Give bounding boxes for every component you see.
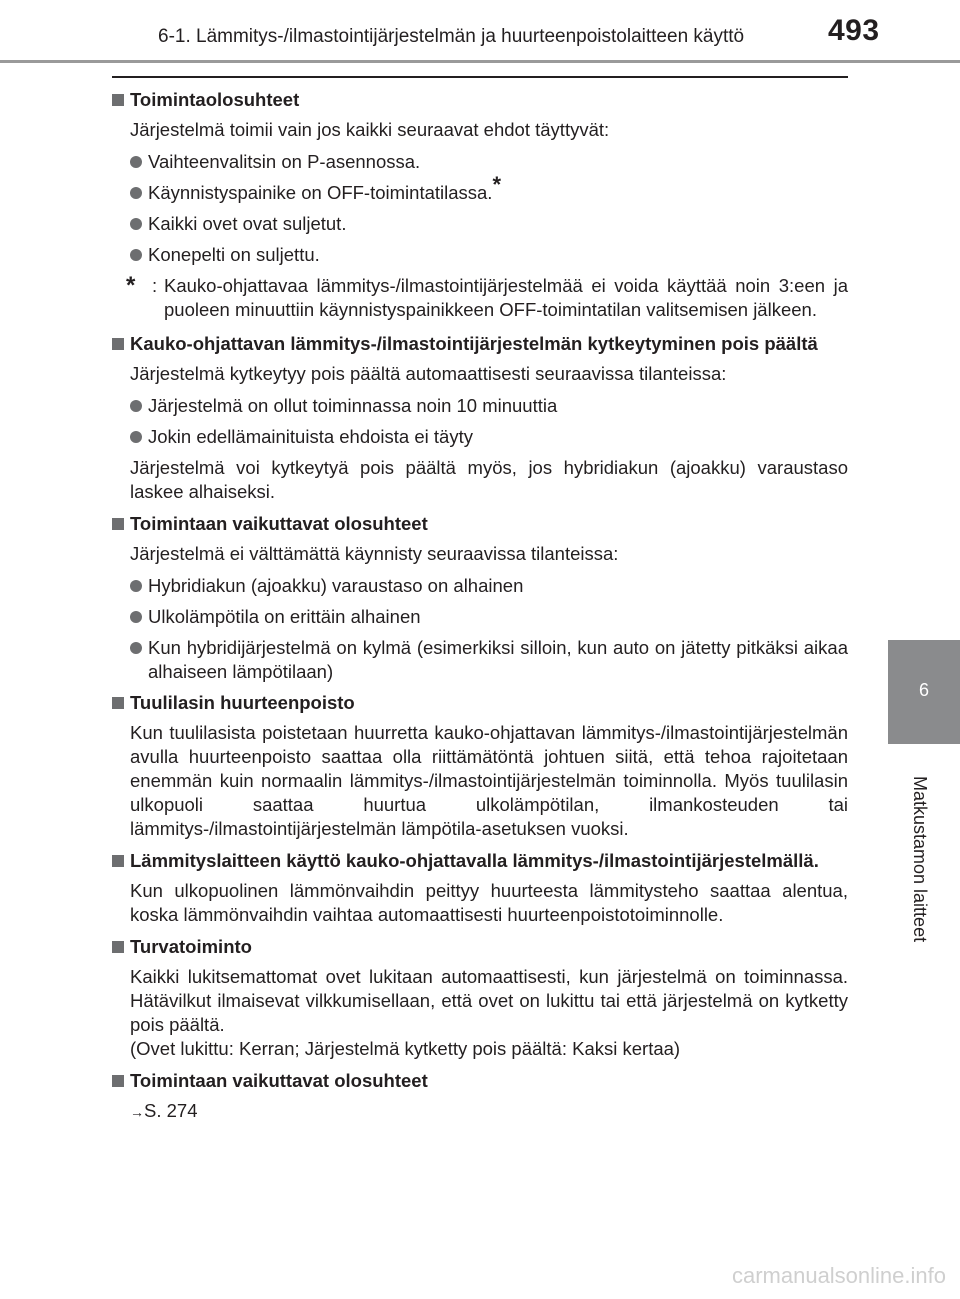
list-item: Konepelti on suljettu.	[112, 243, 848, 267]
square-bullet-icon	[112, 697, 124, 709]
footnote: * : Kauko-ohjattavaa lämmitys-/ilmastointijärjestelmää ei voida käyttää noin 3:een ja puoleen minuuttiin käynnistyspainikkeen OFF-toimintatilan valitsemisen jälkeen.	[126, 272, 848, 320]
circle-bullet-icon	[130, 611, 142, 623]
section-windshield-defrost	[112, 691, 848, 841]
circle-bullet-icon	[130, 156, 142, 168]
section-heading: Toimintaan vaikuttavat olosuhteet	[112, 1069, 848, 1093]
section-safety-function	[112, 935, 848, 1061]
square-bullet-icon	[112, 1075, 124, 1087]
paragraph: Järjestelmä kytkeytyy pois päältä automaattisesti seuraavissa tilanteissa:	[130, 363, 727, 384]
circle-bullet-icon	[130, 249, 142, 261]
section-heater-usage	[112, 849, 848, 927]
section-heading: Toimintaolosuhteet	[112, 88, 848, 112]
chapter-label	[898, 776, 938, 976]
page-header	[0, 0, 960, 62]
list-item: Kaikki ovet ovat suljetut.	[112, 212, 848, 236]
watermark: carmanualsonline.info	[731, 1263, 946, 1288]
circle-bullet-icon	[130, 642, 142, 654]
square-bullet-icon	[112, 94, 124, 106]
list-item: Käynnistyspainike on OFF-toimintatilassa.*	[112, 181, 848, 205]
section-heading: Toimintaan vaikuttavat olosuhteet	[112, 512, 848, 536]
list-item: Ulkolämpötila on erittäin alhainen	[112, 605, 848, 629]
section-affecting-conditions-ref	[112, 1069, 848, 1124]
circle-bullet-icon	[130, 431, 142, 443]
list-item: Kun hybridijärjestelmä on kylmä (esimerkiksi silloin, kun auto on jätetty pitkäksi aikaa alhaiseen lämpötilaan)	[112, 636, 848, 684]
circle-bullet-icon	[130, 187, 142, 199]
list-item: Hybridiakun (ajoakku) varaustaso on alhainen	[112, 574, 848, 598]
section-heading: Tuulilasin huurteenpoisto	[112, 691, 848, 715]
header-divider	[0, 60, 960, 63]
chapter-title: Matkustamon laitteet	[910, 776, 930, 943]
circle-bullet-icon	[130, 400, 142, 412]
square-bullet-icon	[112, 941, 124, 953]
square-bullet-icon	[112, 518, 124, 530]
section-title: 6-1. Lämmitys-/ilmastointijärjestelmän ja huurteenpoistolaitteen käyttö	[158, 26, 745, 47]
paragraph: Kun ulkopuolinen lämmönvaihdin peittyy huurteesta lämmitysteho saattaa alentua, koska lämmönvaihdin vaihtaa automaattisesti huurteenpoistotoiminnolle.	[130, 880, 848, 925]
section-switch-off	[112, 332, 848, 504]
chapter-tab	[888, 640, 960, 744]
section-heading: Lämmityslaitteen käyttö kauko-ohjattavalla lämmitys-/ilmastointijärjestelmällä.	[112, 849, 848, 873]
page-content	[112, 88, 848, 1132]
section-operating-conditions	[112, 88, 848, 322]
footnote-mark: *	[492, 171, 502, 197]
paragraph: Järjestelmä toimii vain jos kaikki seuraavat ehdot täyttyvät:	[130, 119, 610, 140]
list-item: Vaihteenvalitsin on P-asennossa.	[112, 150, 848, 174]
paragraph: Kun tuulilasista poistetaan huurretta kauko-ohjattavan lämmitys-/ilmastointijärjestelmän avulla huurteenpoisto saattaa olla riittämätöntä johtuen siitä, että tehoa rajoitetaan enemmän kuin normaalin lämmitys-/ilmastointijärjestelmän toiminnolla. Myös tuulilasin ulkopuoli saattaa huurtua ulkolämpötilan, ilmankosteuden tai lämmitys-/ilmastointijärjestelmän lämpötila-asetuksen vuoksi.	[130, 722, 848, 839]
paragraph: Kaikki lukitsemattomat ovet lukitaan automaattisesti, kun järjestelmä on toiminnassa. Hätävilkut ilmaisevat vilkkumisellaan, että ovet on lukittu tai että järjestelmä on kytketty pois päältä.	[130, 966, 848, 1035]
square-bullet-icon	[112, 855, 124, 867]
page-reference[interactable]: →S. 274	[130, 1100, 198, 1121]
paragraph: Järjestelmä ei välttämättä käynnisty seuraavissa tilanteissa:	[130, 543, 619, 564]
paragraph: (Ovet lukittu: Kerran; Järjestelmä kytketty pois päältä: Kaksi kertaa)	[130, 1038, 681, 1059]
section-heading: Turvatoiminto	[112, 935, 848, 959]
paragraph: Järjestelmä voi kytkeytyä pois päältä myös, jos hybridiakun (ajoakku) varaustaso laskee alhaiseksi.	[130, 457, 848, 502]
arrow-right-icon: →	[130, 1104, 144, 1120]
circle-bullet-icon	[130, 218, 142, 230]
list-item: Järjestelmä on ollut toiminnassa noin 10 minuuttia	[112, 394, 848, 418]
section-heading: Kauko-ohjattavan lämmitys-/ilmastointijärjestelmän kytkeytyminen pois päältä	[112, 332, 848, 356]
square-bullet-icon	[112, 338, 124, 350]
section-affecting-conditions	[112, 512, 848, 684]
content-divider	[112, 76, 848, 78]
page-number: 493	[828, 14, 880, 47]
list-item: Jokin edellämainituista ehdoista ei täyty	[112, 425, 848, 449]
circle-bullet-icon	[130, 580, 142, 592]
chapter-number: 6	[918, 680, 929, 700]
footnote-mark: *	[126, 272, 136, 299]
